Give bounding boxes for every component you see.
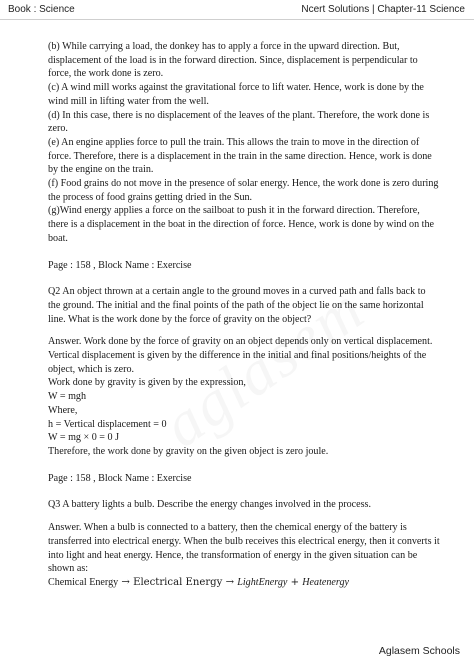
answer-e: (e) An engine applies force to pull the train. This allows the train to move in the direction of force. Therefore, there is a displacement in the train in the same direction. Hence, work is done by the engine on the train. — [48, 136, 432, 176]
eq-electrical: Electrical Energy — [133, 576, 223, 588]
answer-2-line: Where, — [48, 404, 78, 416]
answer-b: (b) While carrying a load, the donkey has to apply a force in the upward direction. But, displacement of the load is in the forward direction. Since, displacement is perpendicular to force, the work done is zero. — [48, 41, 418, 80]
document-body — [48, 40, 440, 590]
answer-3: Answer. When a bulb is connected to a battery, then the chemical energy of the battery is transferred into electrical energy. When the bulb receives this electrical energy, then it converts it into light and heat energy. Hence, the transformation of energy in the given situation can be shown as: — [48, 522, 440, 575]
page-header — [0, 0, 474, 20]
question-3: Q3 A battery lights a bulb. Describe the energy changes involved in the process. — [48, 499, 372, 511]
energy-equation — [48, 576, 440, 590]
footer-brand: Aglasem Schools — [378, 645, 460, 657]
page-reference: Page : 158 , Block Name : Exercise — [48, 472, 192, 484]
answer-2-line: Therefore, the work done by gravity on the given object is zero joule. — [48, 445, 329, 457]
answer-2-line: W = mg × 0 = 0 J — [48, 432, 120, 444]
answer-2-line: W = mgh — [48, 391, 87, 403]
answer-2-line: h = Vertical displacement = 0 — [48, 418, 167, 430]
answer-f: (f) Food grains do not move in the presence of solar energy. Hence, the work done is zero during the process of food grains getting dried in the Sun. — [48, 178, 439, 203]
arrow-icon: → — [121, 576, 130, 588]
plus-sign: + — [290, 576, 300, 588]
eq-chemical: Chemical Energy — [48, 576, 119, 588]
answer-2: Answer. Work done by the force of gravity on an object depends only on vertical displacement. Vertical displacement is given by the difference in the initial and final positions/heights of the object, which is zero. — [48, 336, 433, 375]
eq-light: LightEnergy — [237, 576, 288, 588]
chapter-label: Ncert Solutions | Chapter-11 Science — [301, 4, 465, 15]
answer-d: (d) In this case, there is no displacement of the leaves of the plant. Therefore, the work done is zero. — [48, 109, 430, 135]
book-label: Book : Science — [8, 4, 75, 15]
answer-2-line: Work done by gravity is given by the expression, — [48, 377, 246, 389]
question-2: Q2 An object thrown at a certain angle to the ground moves in a curved path and falls back to the ground. The initial and the final points of the path of the object lie on the same horizontal line. What is the work done by the force of gravity on the object? — [48, 286, 426, 325]
eq-heat: Heatenergy — [302, 576, 349, 588]
arrow-icon: → — [225, 576, 235, 588]
answer-g: (g)Wind energy applies a force on the sailboat to push it in the forward direction. Therefore, there is a displacement in the boat in the direction of force. Hence, work is done by wind on the boat. — [48, 205, 434, 244]
answer-c: (c) A wind mill works against the gravitational force to lift water. Hence, work is done by the wind mill in lifting water from the well. — [48, 82, 424, 107]
page-reference: Page : 158 , Block Name : Exercise — [48, 259, 192, 271]
